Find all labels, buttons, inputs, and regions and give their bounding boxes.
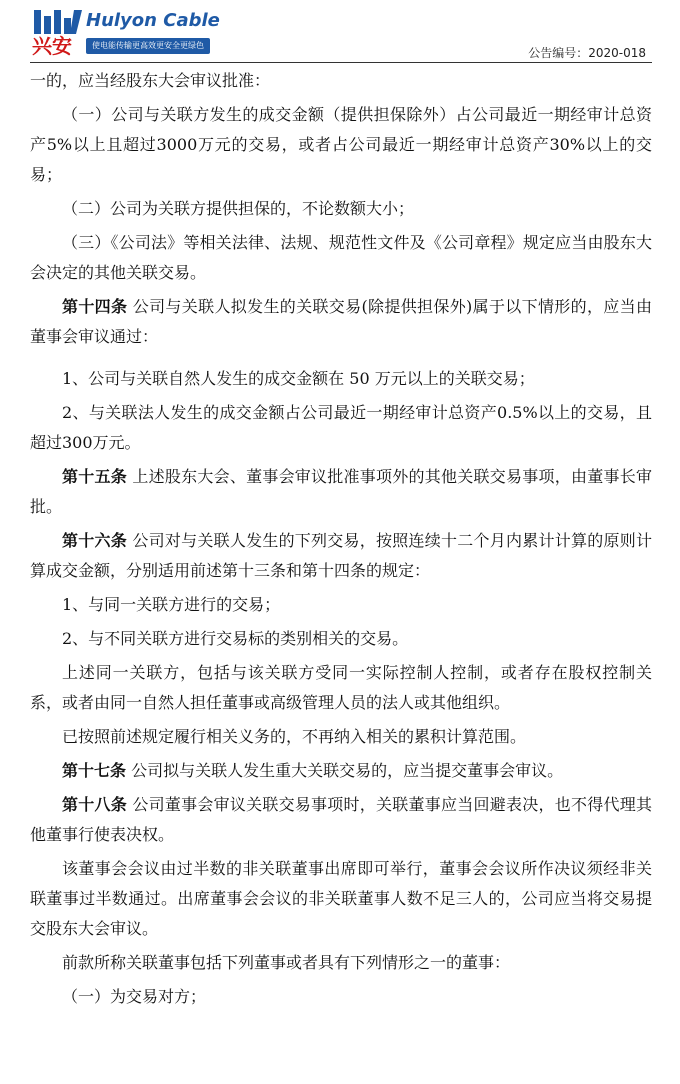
page-header — [0, 0, 680, 64]
article-paragraph: 第十八条 公司董事会审议关联交易事项时，关联董事应当回避表决，也不得代理其他董事行使表决权。 — [30, 795, 652, 844]
paragraph: 一的，应当经股东大会审议批准： — [30, 71, 271, 90]
article-heading: 第十五条 — [62, 467, 127, 486]
article-paragraph: 第十五条 上述股东大会、董事会审议批准事项外的其他关联交易事项，由董事长审批。 — [30, 467, 652, 516]
article-heading: 第十八条 — [62, 795, 127, 814]
paragraph: 上述同一关联方，包括与该关联方受同一实际控制人控制，或者存在股权控制关系，或者由同一自然人担任董事或高级管理人员的法人或其他组织。 — [30, 663, 652, 712]
article-heading: 第十六条 — [62, 531, 127, 550]
article-heading: 第十七条 — [62, 761, 127, 780]
logo-brand-name: Hulyon Cable — [86, 10, 220, 31]
logo-mark — [30, 8, 84, 58]
paragraph: （一）为交易对方； — [62, 987, 207, 1006]
announcement-number: 公告编号：2020-018 — [528, 46, 646, 60]
header-divider — [30, 62, 652, 63]
paragraph: （一）公司与关联方发生的成交金额（提供担保除外）占公司最近一期经审计总资产5%以上且超过3000万元的交易，或者占公司最近一期经审计总资产30%以上的交易； — [30, 105, 652, 184]
paragraph: 该董事会会议由过半数的非关联董事出席即可举行，董事会会议所作决议须经非关联董事过半数通过。出席董事会会议的非关联董事人数不足三人的，公司应当将交易提交股东大会审议。 — [30, 859, 652, 938]
article-paragraph: 第十四条 公司与关联人拟发生的关联交易(除提供担保外)属于以下情形的，应当由董事会审议通过： — [30, 297, 652, 346]
document-body — [30, 66, 652, 1016]
article-paragraph: 第十六条 公司对与关联人发生的下列交易，按照连续十二个月内累计计算的原则计算成交金额，分别适用前述第十三条和第十四条的规定： — [30, 531, 652, 580]
logo-chinese-name: 兴安 — [32, 34, 72, 58]
logo-slogan: 使电能传输更高效更安全更绿色 — [86, 38, 210, 54]
paragraph: 2、与不同关联方进行交易标的类别相关的交易。 — [62, 629, 409, 648]
article-paragraph: 第十七条 公司拟与关联人发生重大关联交易的，应当提交董事会审议。 — [62, 761, 564, 780]
paragraph: 1、公司与关联自然人发生的成交金额在 50 万元以上的关联交易； — [62, 369, 535, 388]
paragraph: 前款所称关联董事包括下列董事或者具有下列情形之一的董事： — [62, 953, 511, 972]
paragraph: （二）公司为关联方提供担保的，不论数额大小； — [62, 199, 415, 218]
company-logo — [30, 8, 220, 60]
paragraph: 1、与同一关联方进行的交易； — [62, 595, 281, 614]
article-heading: 第十四条 — [62, 297, 128, 316]
paragraph: （三）《公司法》等相关法律、法规、规范性文件及《公司章程》规定应当由股东大会决定的其他关联交易。 — [30, 233, 652, 282]
paragraph: 2、与关联法人发生的成交金额占公司最近一期经审计总资产0.5%以上的交易，且超过300万元。 — [30, 403, 652, 452]
logo-bars-icon — [30, 8, 84, 36]
paragraph: 已按照前述规定履行相关义务的，不再纳入相关的累积计算范围。 — [62, 727, 527, 746]
